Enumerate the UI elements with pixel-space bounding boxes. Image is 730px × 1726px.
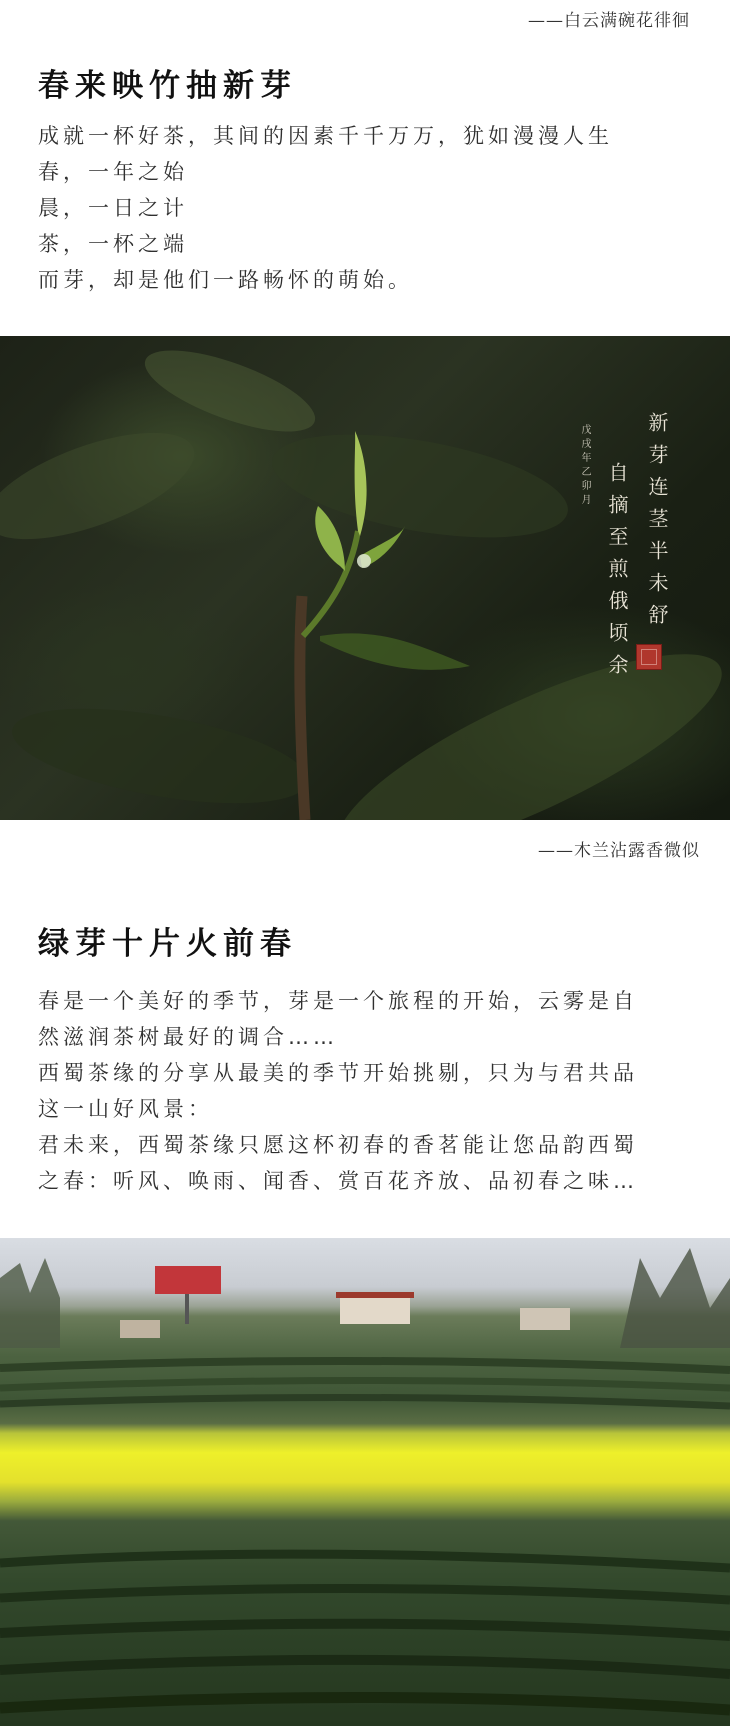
section-heading-green-bud: 绿芽十片火前春 xyxy=(38,926,297,962)
paragraph-line: 春是一个美好的季节，芽是一个旅程的开始，云雾是自 xyxy=(38,989,638,1013)
paragraph-line: 春，一年之始 xyxy=(38,160,188,184)
calligraphy-date: 戊戌年乙卯月 xyxy=(579,424,590,508)
quote-top: ——白云满碗花徘徊 xyxy=(528,11,690,31)
quote-middle: ——木兰沾露香微似 xyxy=(538,841,700,861)
paragraph-line: 西蜀茶缘的分享从最美的季节开始挑剔，只为与君共品 xyxy=(38,1061,638,1085)
tea-field-photo xyxy=(0,1238,730,1726)
paragraph-line: 茶，一杯之端 xyxy=(38,232,188,256)
intro-paragraph xyxy=(38,118,708,298)
tea-field-illustration xyxy=(0,1238,730,1726)
paragraph-line: 然滋润茶树最好的调合…… xyxy=(38,1025,338,1049)
paragraph-line: 而芽，却是他们一路畅怀的萌始。 xyxy=(38,268,413,292)
roadside-billboard xyxy=(155,1266,221,1294)
calligraphy-line-1: 新芽连茎半未舒 xyxy=(645,412,669,636)
tea-bud-photo xyxy=(0,336,730,820)
paragraph-line: 成就一杯好茶，其间的因素千千万万，犹如漫漫人生 xyxy=(38,124,613,148)
paragraph-line: 这一山好风景： xyxy=(38,1097,213,1121)
paragraph-line: 君未来，西蜀茶缘只愿这杯初春的香茗能让您品韵西蜀 xyxy=(38,1133,638,1157)
story-paragraph xyxy=(38,983,708,1199)
paragraph-line: 晨，一日之计 xyxy=(38,196,188,220)
calligraphy-line-2: 自摘至煎俄顷余 xyxy=(605,462,629,686)
red-seal-stamp xyxy=(636,644,662,670)
section-heading-spring: 春来映竹抽新芽 xyxy=(38,68,297,104)
calligraphy-inscription xyxy=(562,376,702,706)
paragraph-line: 之春：听风、唤雨、闻香、赏百花齐放、品初春之味… xyxy=(38,1169,638,1193)
